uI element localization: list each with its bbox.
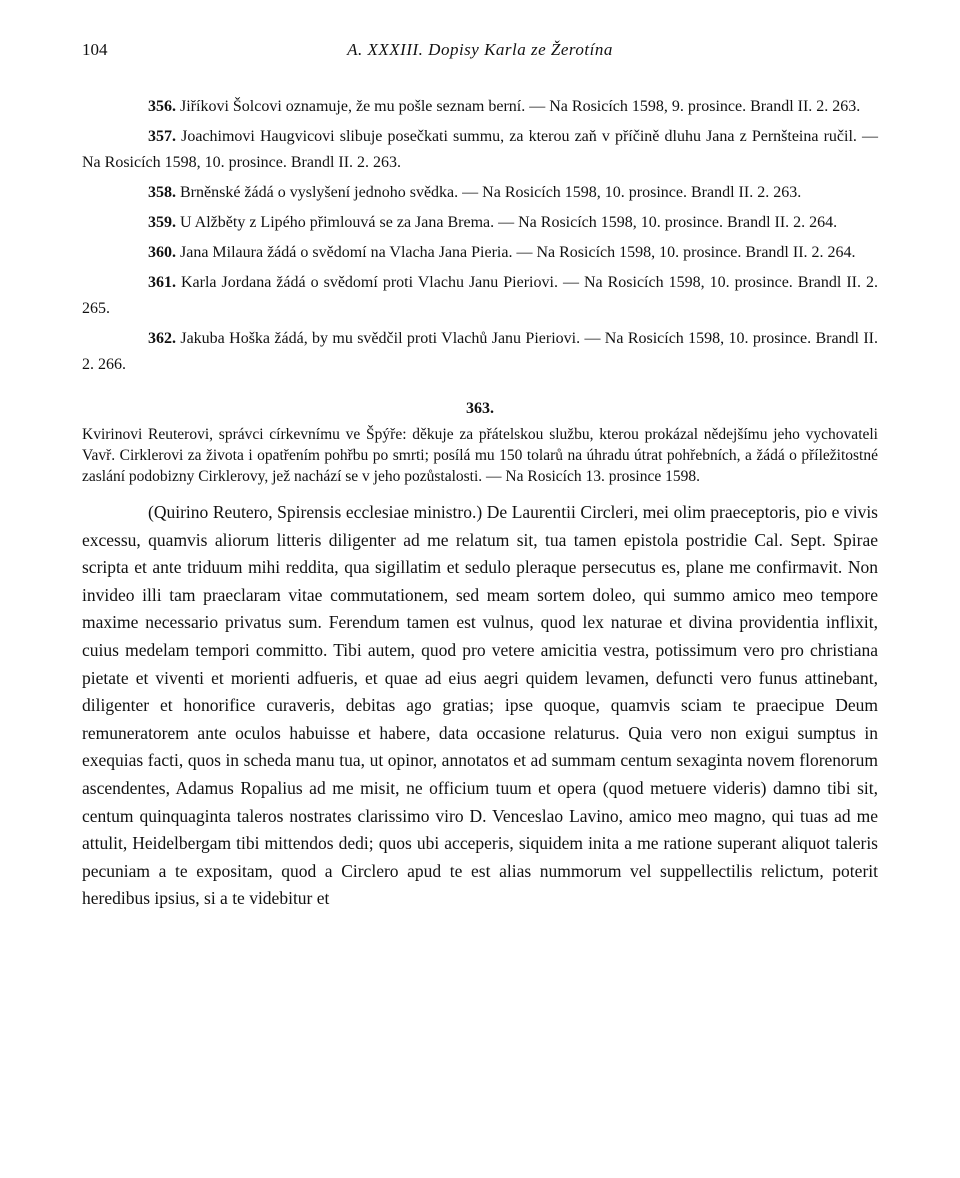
entry-number: 356. — [148, 98, 176, 115]
document-page — [82, 40, 878, 930]
entry-number: 357. — [148, 128, 176, 145]
entry-number: 361. — [148, 274, 176, 291]
regest-entry-362 — [82, 326, 878, 378]
entry-text: Joachimovi Haugvicovi slibuje posečkati summu, za kterou zaň v příčině dluhu Jana z Pernšteina ručil. — Na Rosicích 1598, 10. prosince. Brandl II. 2. 263. — [82, 128, 878, 171]
entry-number: 358. — [148, 184, 176, 201]
running-title: A. XXXIII. Dopisy Karla ze Žerotína — [347, 40, 613, 59]
letter-summary: Kvirinovi Reuterovi, správci církevnímu ve Špýře: děkuje za přátelskou službu, kterou prokázal nědejšímu jeho vychovateli Vavř. Cirklerovi za života i opatřením pohřbu po smrti; posílá mu 150 tolarů na úhradu útrat pohřebních, a žádá o příležitostné zaslání podobizny Cirklerovy, jež nachází se v jeho pozůstalosti. — Na Rosicích 13. prosince 1598. — [82, 426, 878, 485]
regest-entry-358 — [82, 180, 878, 206]
regest-entry-356 — [82, 94, 878, 120]
regest-list — [82, 94, 878, 378]
page-header — [82, 40, 878, 76]
entry-number: 360. — [148, 244, 176, 261]
entry-text: Karla Jordana žádá o svědomí proti Vlachu Janu Pieriovi. — Na Rosicích 1598, 10. prosince. Brandl II. 2. 265. — [82, 274, 878, 317]
entry-text: Brněnské žádá o vyslyšení jednoho svědka. — Na Rosicích 1598, 10. prosince. Brandl II. 2. 263. — [176, 184, 802, 201]
regest-entry-357 — [82, 124, 878, 176]
entry-text: U Alžběty z Lipého přimlouvá se za Jana Brema. — Na Rosicích 1598, 10. prosince. Brandl II. 2. 264. — [176, 214, 838, 231]
page-number: 104 — [82, 40, 108, 59]
entry-text: Jana Milaura žádá o svědomí na Vlacha Jana Pieria. — Na Rosicích 1598, 10. prosince. Brandl II. 2. 264. — [176, 244, 856, 261]
regest-entry-360 — [82, 240, 878, 266]
entry-number: 362. — [148, 330, 176, 347]
entry-number: 359. — [148, 214, 176, 231]
regest-entry-359 — [82, 210, 878, 236]
letter-latin-text: (Quirino Reutero, Spirensis ecclesiae ministro.) De Laurentii Circleri, mei olim praeceptoris, pio e vivis excessu, quamvis aliorum litteris diligenter ad me relatum sit, tua tamen epistola postridie Cal. Sept. Spirae scripta et ante triduum mihi reddita, qua sigillatim et sedulo pleraque persecutus es, plane me confirmavit. Non invideo illi tam praeclaram vitae commutationem, sed meam sortem doleo, qui summo amico meo tempore maxime necessario privatus sum. Ferendum tamen est vulnus, quod lex naturae et divina providentia inflixit, cuius medelam tempori committo. Tibi autem, quod pro vetere amicitia vestra, potissimum vero pro christiana pietate et viventi et morienti adfueris, et quae ad eius aegri quidem levamen, defuncti vero funus attinebant, diligenter et honorifice curaveris, debitas ago gratias; ipse quoque, quamvis sciam te praecipue Deum remuneratorem ante oculos habuisse et habere, data occasione relaturus. Quia vero non exigui sumptus in exequias facti, quos in scheda manu tua, ut opinor, annotatos et ad summam centum sexaginta novem florenorum ascendentes, Adamus Ropalius ad me misit, ne officium tuum et opera (quod metuere videris) damno tibi sit, centum quinquaginta taleros nostrates clarissimo viro D. Venceslao Lavino, amico meo magno, qui tuas ad me attulit, Heidelbergam tibi mittendos dedi; quos ubi acceperis, siquidem inita a me ratione superant aliquot taleris pecuniam a te expositam, quod a Circlero apud te est alias nummorum vel suppellectilis relictum, poterit heredibus ipsius, si a te videbitur et — [82, 502, 878, 909]
regest-entry-361 — [82, 270, 878, 322]
entry-text: Jakuba Hoška žádá, by mu svědčil proti Vlachů Janu Pieriovi. — Na Rosicích 1598, 10. prosince. Brandl II. 2. 266. — [82, 330, 878, 373]
entry-text: Jiříkovi Šolcovi oznamuje, že mu pošle seznam berní. — Na Rosicích 1598, 9. prosince. Brandl II. 2. 263. — [176, 98, 861, 115]
letter-number: 363. — [466, 400, 494, 417]
